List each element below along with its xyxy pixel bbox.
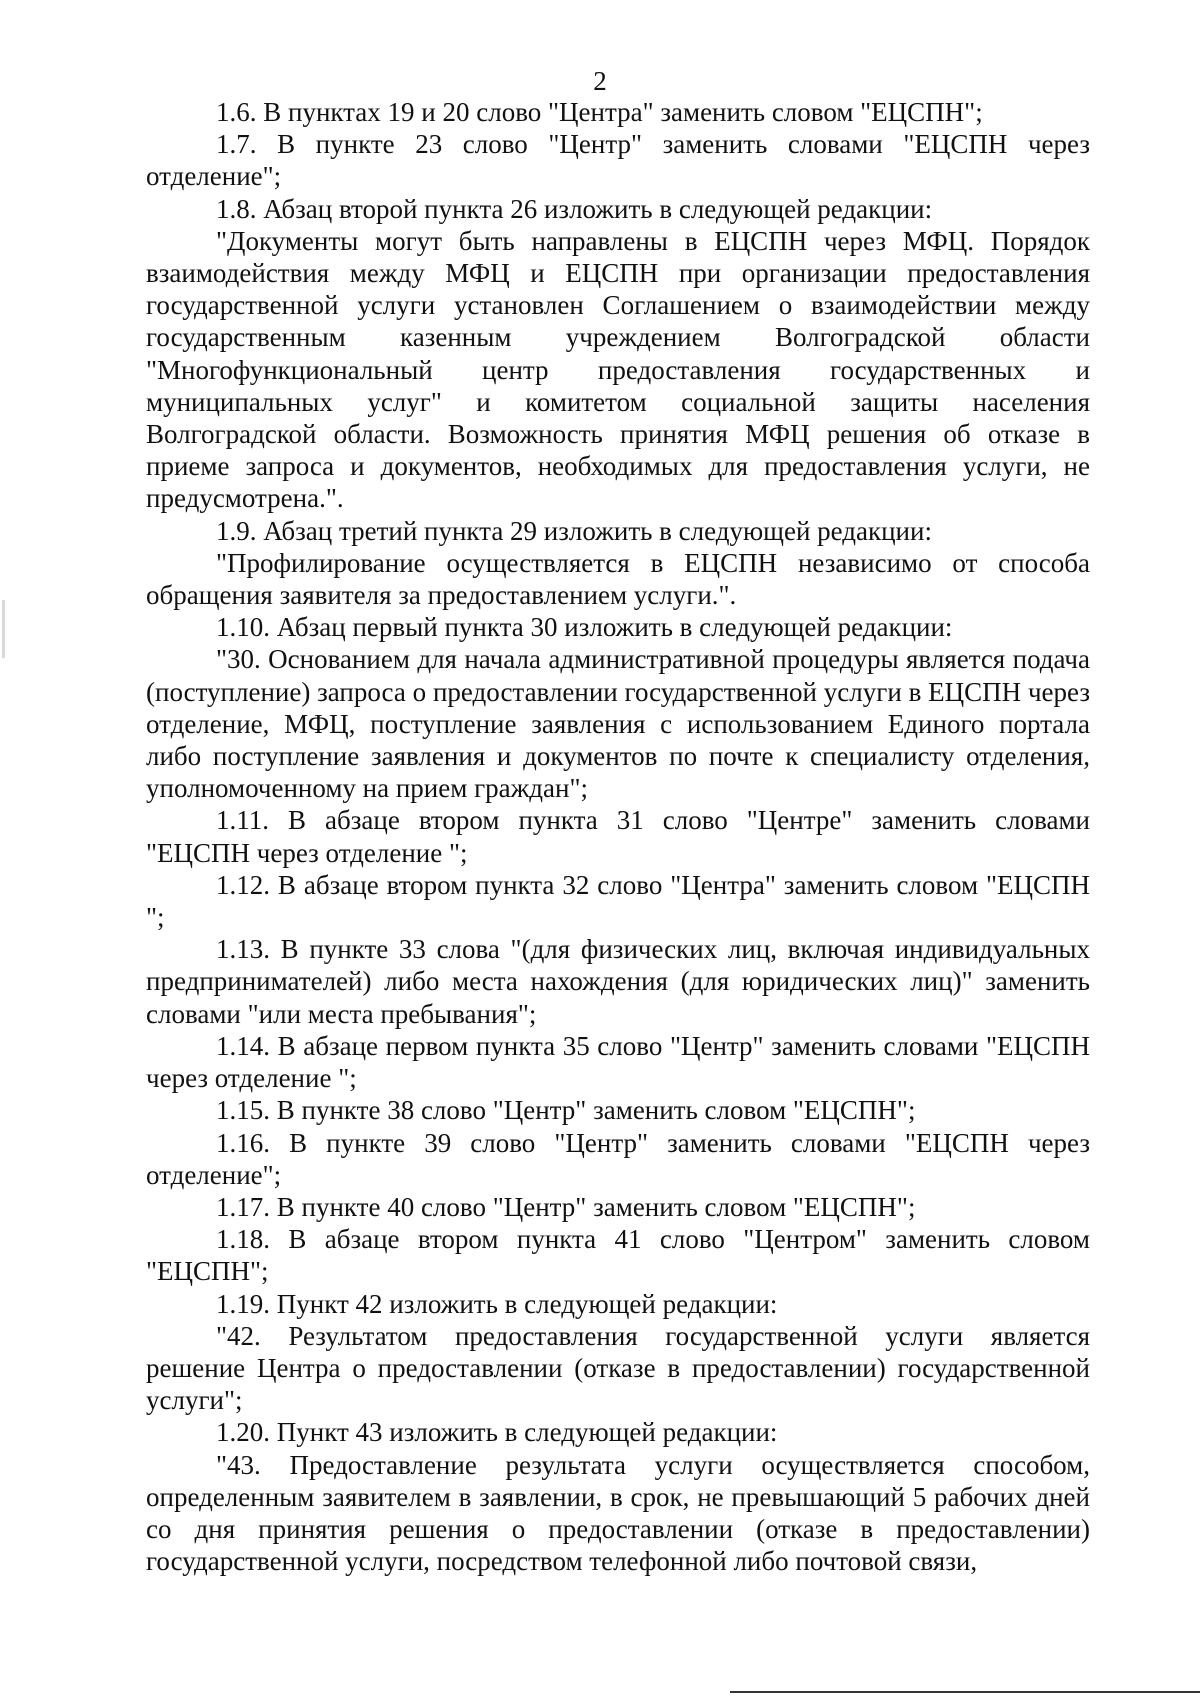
paragraph-1-13: 1.13. В пункте 33 слова "(для физических лиц, включая индивидуальных предпринимателей) либо места нахождения (для юридических лиц)" заменить словами "или места пребывания"; bbox=[146, 934, 1090, 1029]
paragraph-1-15: 1.15. В пункте 38 слово "Центр" заменить словом "ЕЦСПН"; bbox=[216, 1095, 916, 1126]
quoted-paragraph-43: "43. Предоставление результата услуги осуществляется способом, определенным заявителем в заявлении, в срок, не превышающий 5 рабочих дней со дня принятия решения о предоставлении (отказе в предоставлении) государственной услуги, посредством телефонной либо почтовой связи, bbox=[146, 1449, 1090, 1577]
paragraph-1-6: 1.6. В пунктах 19 и 20 слово "Центра" заменить словом "ЕЦСПН"; bbox=[216, 97, 983, 127]
paragraph-1-12: 1.12. В абзаце втором пункта 32 слово "Центра" заменить словом "ЕЦСПН "; bbox=[146, 869, 1090, 933]
page-number: 2 bbox=[593, 66, 607, 96]
paragraph-1-19: 1.19. Пункт 42 изложить в следующей редакции: bbox=[216, 1288, 778, 1319]
paragraph-1-8: 1.8. Абзац второй пункта 26 изложить в следующей редакции: bbox=[216, 193, 933, 224]
scan-edge-mark bbox=[2, 600, 5, 658]
quoted-paragraph-30: "30. Основанием для начала административной процедуры является подача (поступление) запроса о предоставлении государственной услуги в ЕЦСПН через отделение, МФЦ, поступление заявления с использованием Единого портала либо поступление заявления и документов по почте к специалисту отделения, уполномоченному на прием граждан"; bbox=[146, 644, 1090, 804]
paragraph-1-17: 1.17. В пункте 40 слово "Центр" заменить словом "ЕЦСПН"; bbox=[216, 1191, 916, 1222]
paragraph-1-10: 1.10. Абзац первый пункта 30 изложить в следующей редакции: bbox=[216, 612, 953, 643]
paragraph-1-16: 1.16. В пункте 39 слово "Центр" заменить словами "ЕЦСПН через отделение"; bbox=[146, 1127, 1090, 1190]
paragraph-1-14: 1.14. В абзаце первом пункта 35 слово "Центр" заменить словами "ЕЦСПН через отделение "; bbox=[146, 1030, 1090, 1094]
scan-bottom-line bbox=[730, 1691, 1200, 1693]
quoted-paragraph-42: "42. Результатом предоставления государственной услуги является решение Центра о предоставлении (отказе в предоставлении) государственной услуги"; bbox=[146, 1320, 1090, 1416]
paragraph-1-18: 1.18. В абзаце втором пункта 41 слово "Центром" заменить словом "ЕЦСПН"; bbox=[146, 1224, 1090, 1287]
paragraph-1-7: 1.7. В пункте 23 слово "Центр" заменить словами "ЕЦСПН через отделение"; bbox=[146, 129, 1090, 192]
quoted-paragraph-29: "Профилирование осуществляется в ЕЦСПН независимо от способа обращения заявителя за предоставлением услуги.". bbox=[146, 547, 1090, 611]
paragraph-1-9: 1.9. Абзац третий пункта 29 изложить в следующей редакции: bbox=[216, 515, 932, 546]
quoted-paragraph-26: "Документы могут быть направлены в ЕЦСПН через МФЦ. Порядок взаимодействия между МФЦ и ЕЦСПН при организации предоставления государственной услуги установлен Соглашением о взаимодействии между государственным казенным учреждением Волгоградской области "Многофункциональный центр предоставления государственных и муниципальных услуг" и комитетом социальной защиты населения Волгоградской области. Возможность принятия МФЦ решения об отказе в приеме запроса и документов, необходимых для предоставления услуги, не предусмотрена.". bbox=[146, 225, 1090, 514]
document-body bbox=[146, 96, 1090, 1577]
paragraph-1-20: 1.20. Пункт 43 изложить в следующей редакции: bbox=[216, 1417, 778, 1448]
paragraph-1-11: 1.11. В абзаце втором пункта 31 слово "Центре" заменить словами "ЕЦСПН через отделение "; bbox=[146, 805, 1090, 868]
